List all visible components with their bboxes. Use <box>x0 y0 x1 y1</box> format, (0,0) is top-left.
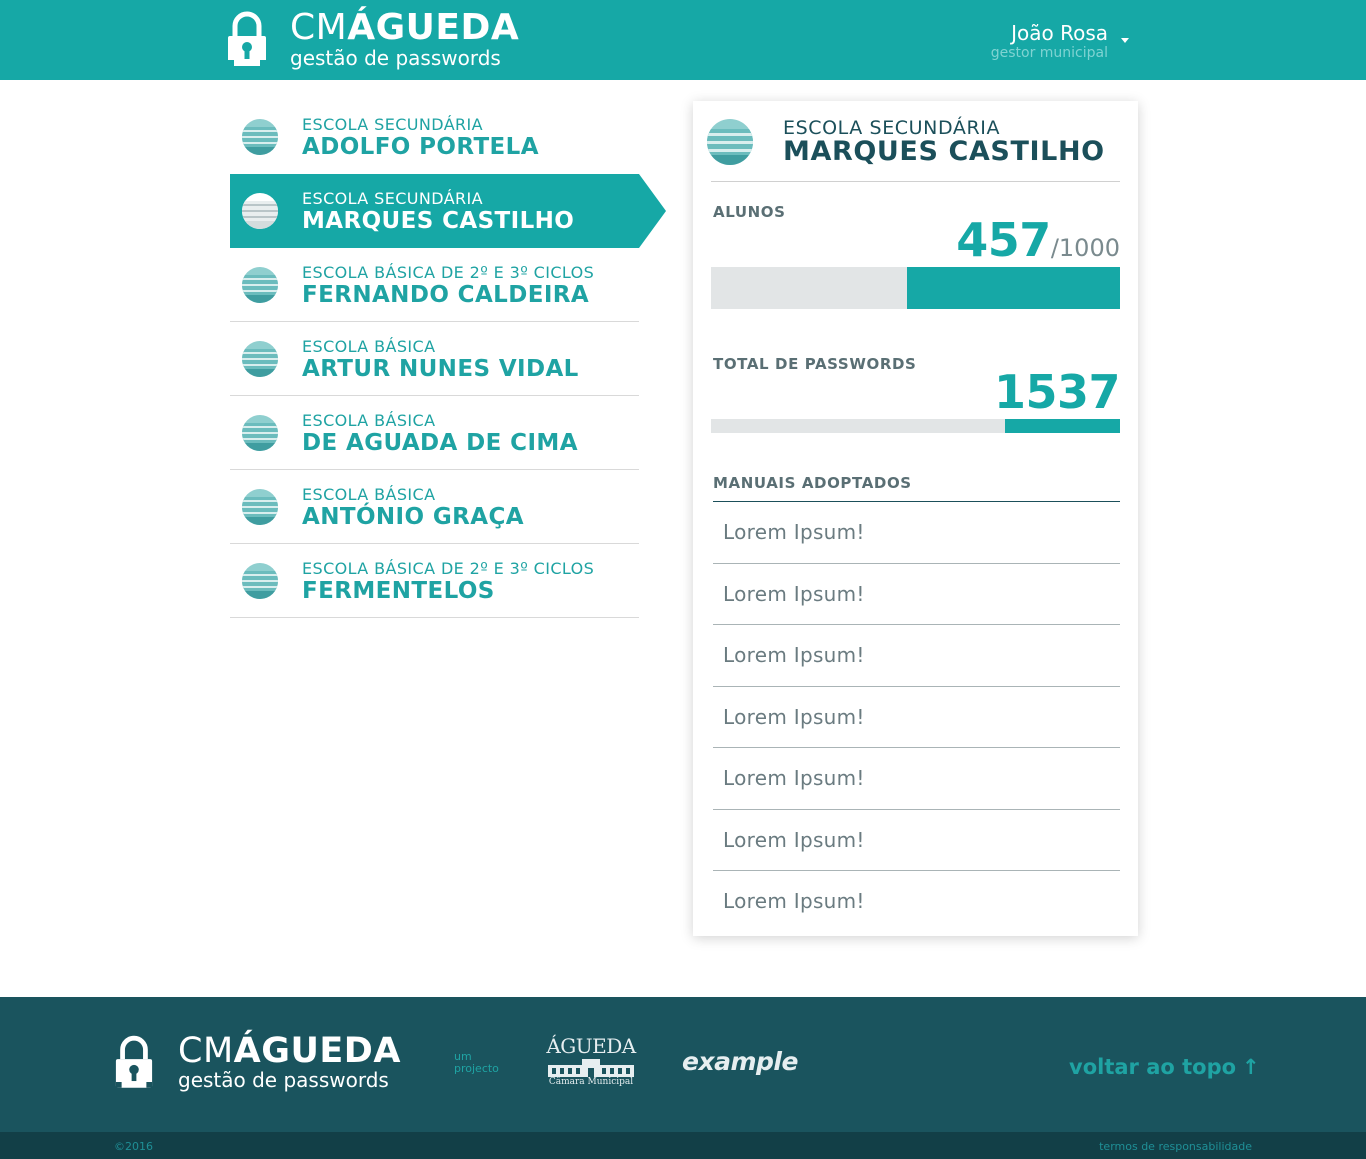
school-avatar <box>242 267 278 303</box>
camara-title: ÁGUEDA <box>546 1034 636 1058</box>
school-avatar <box>242 119 278 155</box>
school-avatar <box>242 563 278 599</box>
school-avatar <box>242 415 278 451</box>
footer-brand-title: CMÁGUEDA <box>178 1031 401 1071</box>
manuals-list <box>713 501 1120 933</box>
school-name: ANTÓNIO GRAÇA <box>302 504 524 530</box>
copyright: ©2016 <box>114 1140 153 1153</box>
card-header <box>711 115 1120 182</box>
school-kind: ESCOLA SECUNDÁRIA <box>302 189 484 208</box>
manual-item[interactable]: Lorem Ipsum! <box>713 625 1120 687</box>
school-list-item[interactable] <box>230 544 639 618</box>
school-avatar <box>707 119 753 165</box>
school-name: MARQUES CASTILHO <box>302 208 575 234</box>
footer-brand-subtitle: gestão de passwords <box>178 1068 389 1092</box>
school-name: ARTUR NUNES VIDAL <box>302 356 579 382</box>
school-list-item[interactable] <box>230 174 639 248</box>
passwords-label: TOTAL DE PASSWORDS <box>713 355 917 373</box>
um-projecto-label: um projecto <box>454 1050 499 1075</box>
school-kind: ESCOLA BÁSICA <box>302 411 436 430</box>
manual-item[interactable]: Lorem Ipsum! <box>713 748 1120 810</box>
school-name: FERNANDO CALDEIRA <box>302 282 590 308</box>
school-list-item[interactable] <box>230 470 639 544</box>
card-school-name: MARQUES CASTILHO <box>783 136 1105 167</box>
school-kind: ESCOLA BÁSICA <box>302 485 436 504</box>
school-list-item[interactable] <box>230 100 639 174</box>
brand-logo[interactable] <box>226 7 520 70</box>
card-school-kind: ESCOLA SECUNDÁRIA <box>783 117 1001 139</box>
footer-logo[interactable] <box>114 1033 401 1091</box>
lock-icon <box>226 10 268 68</box>
manual-item[interactable]: Lorem Ipsum! <box>723 889 865 913</box>
back-to-top-link[interactable]: voltar ao topo ↑ <box>1069 1055 1260 1079</box>
school-list-item[interactable] <box>230 322 639 396</box>
manual-item[interactable]: Lorem Ipsum! <box>713 564 1120 626</box>
brand-title: CMÁGUEDA <box>290 7 520 48</box>
passwords-progress-fill <box>1005 419 1120 433</box>
school-kind: ESCOLA BÁSICA DE 2º E 3º CICLOS <box>302 559 595 578</box>
students-progress-bar <box>711 267 1120 309</box>
passwords-progress-bar <box>711 419 1120 433</box>
manual-item[interactable]: Lorem Ipsum! <box>713 810 1120 872</box>
example-logo[interactable]: example <box>682 1047 798 1076</box>
terms-link[interactable]: termos de responsabilidade <box>1099 1140 1252 1153</box>
passwords-count: 1537 <box>993 365 1120 419</box>
school-name: ADOLFO PORTELA <box>302 134 539 160</box>
user-role: gestor municipal <box>990 45 1108 61</box>
building-icon <box>548 1059 634 1077</box>
school-detail-card <box>693 101 1138 936</box>
school-kind: ESCOLA BÁSICA <box>302 337 436 356</box>
school-list-item[interactable] <box>230 248 639 322</box>
user-menu[interactable] <box>991 22 1108 62</box>
school-avatar <box>242 193 278 229</box>
camara-subtitle: Câmara Municipal <box>548 1077 634 1087</box>
lock-icon <box>114 1033 154 1091</box>
chevron-down-icon[interactable] <box>1121 38 1129 43</box>
user-name: João Rosa <box>1011 21 1108 45</box>
manual-item[interactable]: Lorem Ipsum! <box>713 502 1120 564</box>
manuals-label: MANUAIS ADOPTADOS <box>713 474 912 492</box>
school-list-item[interactable] <box>230 396 639 470</box>
school-avatar <box>242 341 278 377</box>
school-kind: ESCOLA BÁSICA DE 2º E 3º CICLOS <box>302 263 595 282</box>
students-label: ALUNOS <box>713 203 786 221</box>
school-name: FERMENTELOS <box>302 578 495 604</box>
school-name: DE AGUADA DE CIMA <box>302 430 578 456</box>
students-progress-fill <box>907 267 1120 309</box>
school-list <box>230 100 682 618</box>
arrow-up-icon: ↑ <box>1242 1055 1260 1079</box>
manual-item[interactable]: Lorem Ipsum! <box>713 687 1120 749</box>
school-avatar <box>242 489 278 525</box>
camara-municipal-logo[interactable] <box>545 1035 637 1087</box>
brand-subtitle: gestão de passwords <box>290 46 501 70</box>
sub-footer <box>0 1132 1366 1159</box>
students-count: 457/1000 <box>956 213 1120 267</box>
footer <box>0 997 1366 1132</box>
top-bar <box>0 0 1366 80</box>
students-total: /1000 <box>1050 234 1120 262</box>
school-kind: ESCOLA SECUNDÁRIA <box>302 115 484 134</box>
